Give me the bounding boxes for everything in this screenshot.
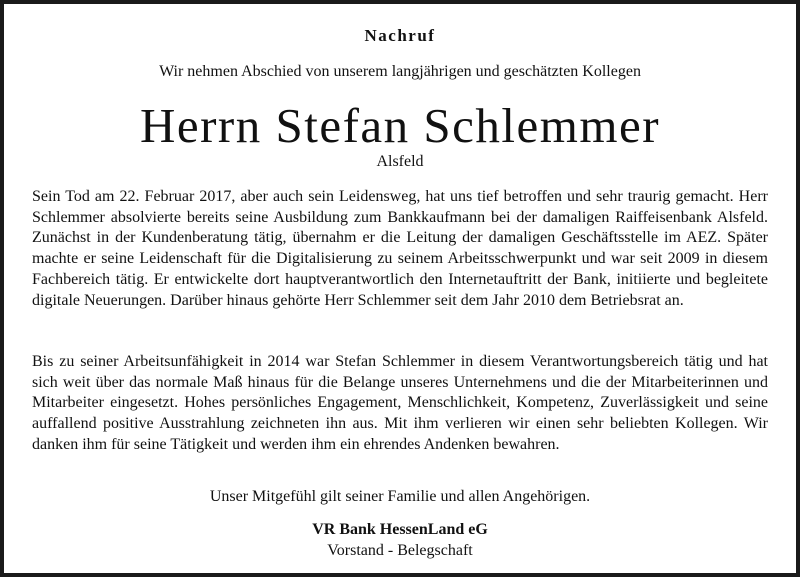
sender-subline: Vorstand - Belegschaft <box>327 542 473 559</box>
hometown: Alsfeld <box>376 153 424 170</box>
intro-line: Wir nehmen Abschied von unserem langjährigen und geschätzten Kollegen <box>159 63 641 80</box>
body-paragraph-1: Sein Tod am 22. Februar 2017, aber auch sein Leidensweg, hat uns tief betroffen und sehr traurig gemacht. Herr Schlemmer absolvierte bereits seine Ausbildung zum Bankkaufmann bei der damaligen Raiffeisenbank Alsfeld. Zunächst in der Kundenberatung tätig, übernahm er die Leitung der damaligen Geschäftsstelle im AEZ. Später machte er seine Leidenschaft für die Digitalisierung zu seinem Arbeitsschwerpunkt und war seit 2009 in diesem Fachbereich tätig. Er entwickelte dort hauptverantwortlich den Internetauftritt der Bank, initiierte und begleitete digitale Neuerungen. Darüber hinaus gehörte Herr Schlemmer seit dem Jahr 2010 dem Betriebsrat an. <box>32 188 768 309</box>
body-paragraph-2: Bis zu seiner Arbeitsunfähigkeit in 2014 war Stefan Schlemmer in diesem Verantwortungsbereich tätig und hat sich weit über das normale Maß hinaus für die Belange unseres Unternehmens und die der Mitarbeiterinnen und Mitarbeiter eingesetzt. Hohes persönliches Engagement, Menschlichkeit, Kompetenz, Zuverlässigkeit und seine auffallend positive Ausstrahlung zeichneten ihn aus. Mit ihm verlieren wir einen sehr beliebten Kollegen. Wir danken ihm für seine Tätigkeit und werden ihm ein ehrendes Andenken bewahren. <box>32 353 768 453</box>
sender-organization: VR Bank HessenLand eG <box>312 521 488 538</box>
notice-heading: Nachruf <box>364 26 436 45</box>
notice-content <box>32 4 768 573</box>
condolence-line: Unser Mitgefühl gilt seiner Familie und allen Angehörigen. <box>209 488 591 505</box>
deceased-name: Herrn Stefan Schlemmer <box>139 98 661 153</box>
